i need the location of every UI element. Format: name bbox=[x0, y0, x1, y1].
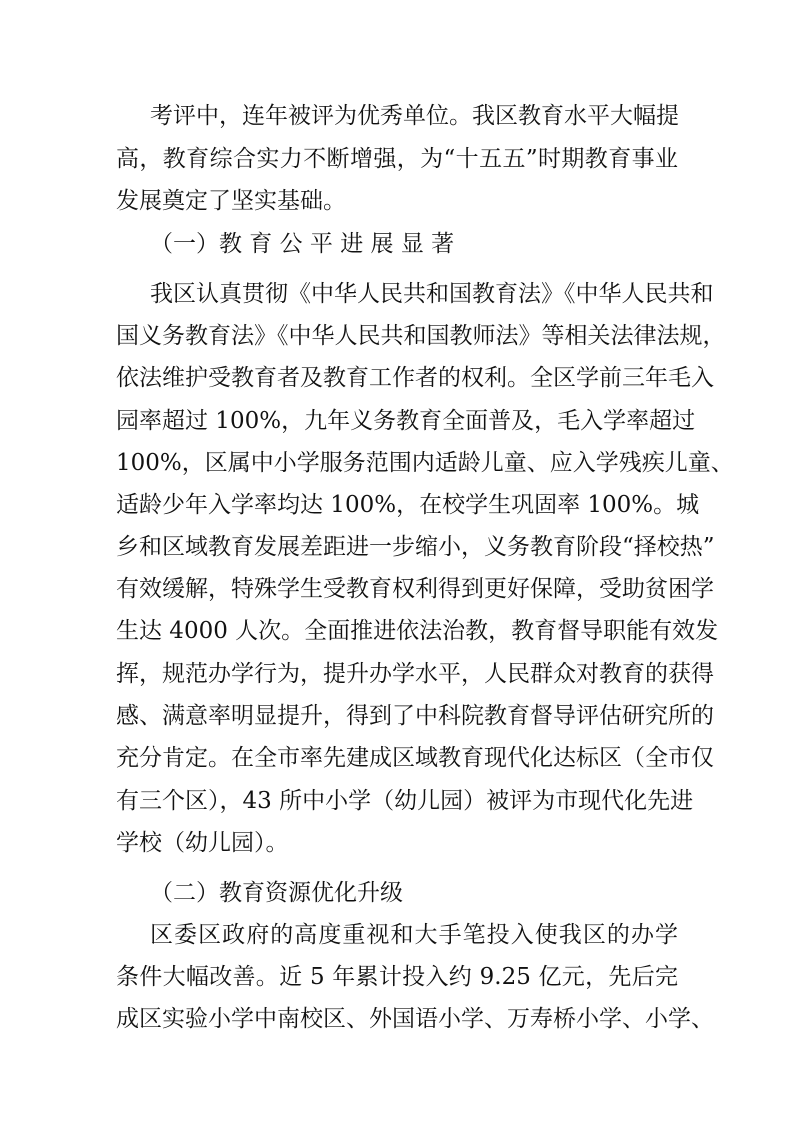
paragraph-2-line-10: 挥，规范办学行为，提升办学水平，人民群众对教育的获得 bbox=[116, 661, 714, 687]
paragraph-2-line-7: 乡和区域教育发展差距进一步缩小，义务教育阶段“择校热” bbox=[116, 534, 715, 560]
section-heading-2: （二）教育资源优化升级 bbox=[150, 880, 403, 906]
paragraph-3-line-1: 区委区政府的高度重视和大手笔投入使我区的办学 bbox=[150, 922, 678, 948]
paragraph-2-line-12: 充分肯定。在全市率先建成区域教育现代化达标区（全市仅 bbox=[116, 745, 714, 771]
paragraph-2-line-2: 国义务教育法》《中华人民共和国教师法》等相关法律法规， bbox=[116, 323, 726, 349]
paragraph-2-line-11: 感、满意率明显提升，得到了中科院教育督导评估研究所的 bbox=[116, 703, 714, 729]
paragraph-1-line-3: 发展奠定了坚实基础。 bbox=[116, 188, 346, 214]
paragraph-2-line-14: 学校（幼儿园）。 bbox=[116, 830, 289, 856]
paragraph-2-line-3: 依法维护受教育者及教育工作者的权利。全区学前三年毛入 bbox=[116, 365, 714, 391]
paragraph-2-line-9: 生达 4000 人次。全面推进依法治教，教育督导职能有效发 bbox=[116, 618, 719, 644]
section-heading-1: （一）教 育 公 平 进 展 显 著 bbox=[150, 231, 455, 257]
paragraph-2-line-1: 我区认真贯彻《中华人民共和国教育法》《中华人民共和 bbox=[150, 281, 714, 307]
paragraph-3-line-3: 成区实验小学中南校区、外国语小学、万寿桥小学、小学、 bbox=[116, 1006, 714, 1032]
paragraph-2-line-13: 有三个区），43 所中小学（幼儿园）被评为市现代化先进 bbox=[116, 788, 694, 814]
paragraph-2-line-5: 100%，区属中小学服务范围内适龄儿童、应入学残疾儿童、 bbox=[116, 450, 734, 476]
paragraph-2-line-4: 园率超过 100%，九年义务教育全面普及，毛入学率超过 bbox=[116, 408, 696, 434]
paragraph-2-line-6: 适龄少年入学率均达 100%，在校学生巩固率 100%。城 bbox=[116, 492, 700, 518]
paragraph-2-line-8: 有效缓解，特殊学生受教育权利得到更好保障，受助贫困学 bbox=[116, 576, 714, 602]
paragraph-3-line-2: 条件大幅改善。近 5 年累计投入约 9.25 亿元，先后完 bbox=[116, 964, 678, 990]
paragraph-1-line-2: 高，教育综合实力不断增强，为“十五五”时期教育事业 bbox=[116, 146, 678, 172]
paragraph-1-line-1: 考评中，连年被评为优秀单位。我区教育水平大幅提 bbox=[150, 103, 679, 129]
